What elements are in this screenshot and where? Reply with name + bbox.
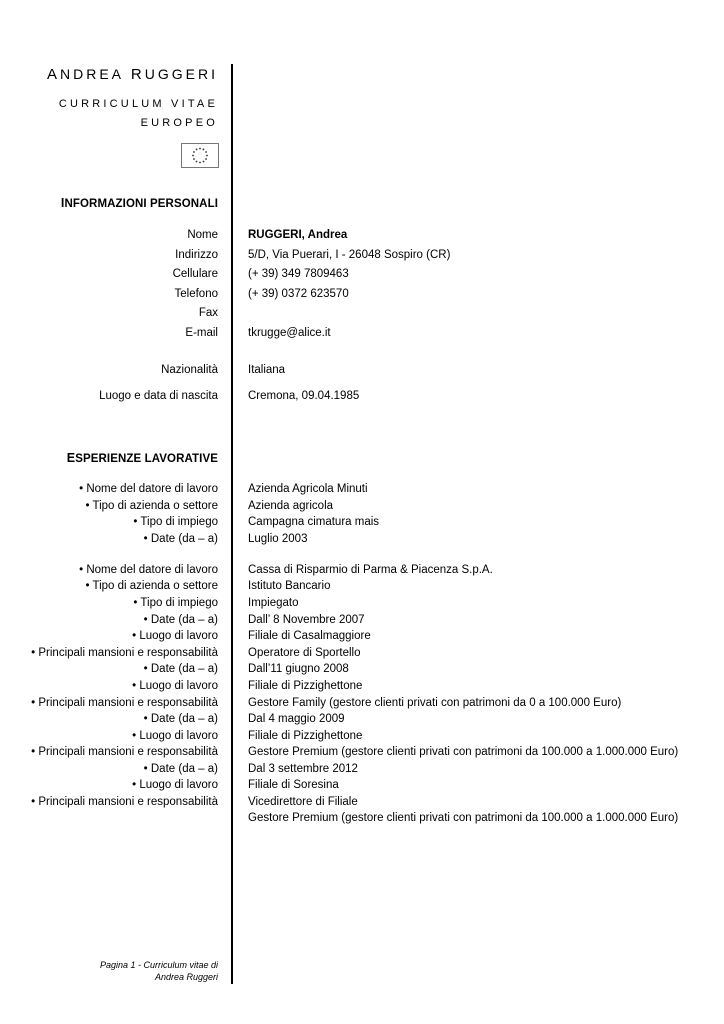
personal-label: Telefono [174, 288, 218, 300]
personal-label: Luogo e data di nascita [99, 390, 218, 402]
eu-flag-icon [181, 143, 219, 168]
experience-value: Azienda Agricola Minuti [248, 483, 368, 495]
experience-label: • Nome del datore di lavoro [79, 564, 218, 576]
experience-label: • Date (da – a) [143, 533, 218, 545]
experience-value: Gestore Premium (gestore clienti privati con patrimoni da 100.000 a 1.000.000 Euro) [248, 812, 679, 824]
experience-value: Dal 4 maggio 2009 [248, 713, 345, 725]
cv-title [18, 95, 218, 133]
personal-label: Nome [187, 229, 218, 241]
experience-label: • Principali mansioni e responsabilità [31, 796, 218, 808]
experience-label: • Tipo di impiego [133, 597, 218, 609]
experience-label: • Luogo di lavoro [132, 630, 218, 642]
flag-star [193, 151, 195, 153]
personal-value: RUGGERI, Andrea [248, 229, 348, 241]
experience-value: Operatore di Sportello [248, 647, 361, 659]
flag-star [205, 151, 207, 153]
cv-title-line1: CURRICULUM VITAE [58, 98, 218, 110]
flag-star [199, 162, 201, 164]
flag-star [205, 158, 207, 160]
flag-star [203, 161, 205, 163]
flag-star [196, 149, 198, 151]
experience-value: Filiale di Casalmaggiore [248, 630, 371, 642]
experience-label: • Date (da – a) [143, 763, 218, 775]
experience-label: • Luogo di lavoro [132, 730, 218, 742]
experience-value: Campagna cimatura mais [248, 516, 380, 528]
flag-star [199, 148, 201, 150]
footer-line2: Andrea Ruggeri [154, 972, 218, 982]
personal-value: (+ 39) 349 7809463 [248, 268, 349, 280]
personal-label: Fax [198, 307, 218, 319]
experience-value: Luglio 2003 [248, 533, 308, 545]
personal-value: 5/D, Via Puerari, I - 26048 Sospiro (CR) [248, 249, 451, 261]
personal-value: Cremona, 09.04.1985 [248, 390, 360, 402]
cv-owner-name: ANDREA RUGGERI [47, 66, 218, 83]
personal-label: Indirizzo [175, 249, 218, 261]
experience-label: • Date (da – a) [143, 614, 218, 626]
experience-value: Vicedirettore di Filiale [248, 796, 358, 808]
page-footer [100, 959, 218, 983]
experience-label: • Date (da – a) [143, 713, 218, 725]
flag-star [206, 155, 208, 157]
experience-label: • Luogo di lavoro [132, 680, 218, 692]
experience-label: • Tipo di azienda o settore [85, 580, 218, 592]
experience-label: • Date (da – a) [143, 663, 218, 675]
personal-label: Nazionalità [161, 364, 218, 376]
personal-value: (+ 39) 0372 623570 [248, 288, 349, 300]
personal-label: Cellulare [172, 268, 218, 280]
personal-value: Italiana [248, 364, 286, 376]
section-title-personal: INFORMAZIONI PERSONALI [60, 196, 218, 210]
experience-label: • Luogo di lavoro [132, 779, 218, 791]
experience-label: • Tipo di azienda o settore [85, 500, 218, 512]
experience-value: Dall’11 giugno 2008 [248, 663, 349, 675]
experience-label: • Nome del datore di lavoro [79, 483, 218, 495]
cv-title-line2: EUROPEO [140, 117, 218, 129]
experience-value: Cassa di Risparmio di Parma & Piacenza S.p.A. [248, 564, 493, 576]
flag-star [196, 161, 198, 163]
flag-star [192, 155, 194, 157]
experience-value: Gestore Premium (gestore clienti privati con patrimoni da 100.000 a 1.000.000 Euro) [248, 746, 679, 758]
experience-value: Dal 3 settembre 2012 [248, 763, 358, 775]
experience-value: Gestore Family (gestore clienti privati con patrimoni da 0 a 100.000 Euro) [248, 697, 622, 709]
flag-star [203, 149, 205, 151]
experience-value: Filiale di Pizzighettone [248, 730, 363, 742]
experience-value: Istituto Bancario [248, 580, 331, 592]
experience-label: • Tipo di impiego [133, 516, 218, 528]
experience-value: Impiegato [248, 597, 299, 609]
footer-line1: Pagina 1 - Curriculum vitae di [99, 960, 218, 970]
experience-value: Filiale di Pizzighettone [248, 680, 363, 692]
experience-value: Dall’ 8 Novembre 2007 [248, 614, 365, 626]
section-title-experience: ESPERIENZE LAVORATIVE [66, 451, 218, 465]
flag-star [193, 158, 195, 160]
personal-label: E-mail [185, 327, 218, 339]
experience-label: • Principali mansioni e responsabilità [31, 647, 218, 659]
personal-value: tkrugge@alice.it [248, 327, 331, 339]
experience-value: Filiale di Soresina [248, 779, 339, 791]
experience-value: Azienda agricola [248, 500, 334, 512]
vertical-divider [231, 64, 233, 984]
experience-label: • Principali mansioni e responsabilità [31, 746, 218, 758]
experience-label: • Principali mansioni e responsabilità [31, 697, 218, 709]
